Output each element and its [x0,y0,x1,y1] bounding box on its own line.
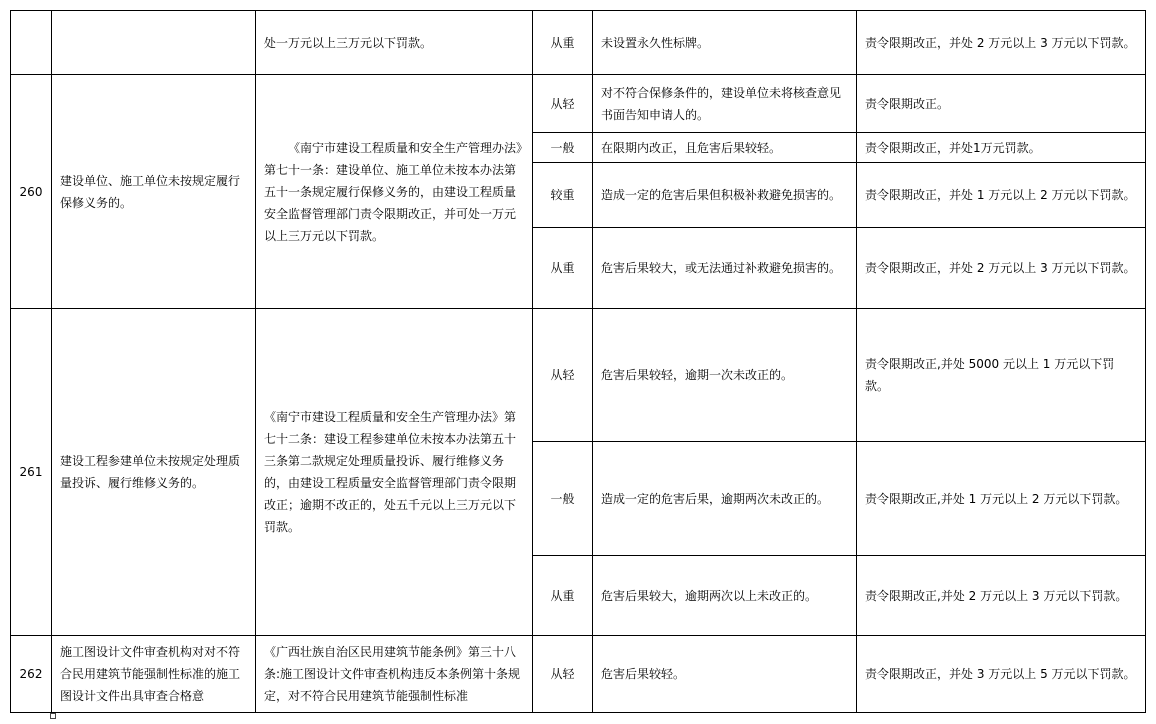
violation-description: 施工图设计文件审查机构对对不符合民用建筑节能强制性标准的施工图设计文件出具审查合格意 [52,636,256,713]
discretion-level: 一般 [533,133,593,163]
circumstance: 危害后果较大，或无法通过补救避免损害的。 [593,228,857,309]
discretion-level: 从重 [533,11,593,75]
circumstance: 未设置永久性标牌。 [593,11,857,75]
circumstance: 在限期内改正，且危害后果较轻。 [593,133,857,163]
penalty-standard: 责令限期改正，并处 2 万元以上 3 万元以下罚款。 [857,11,1146,75]
table-row [11,75,1146,133]
circumstance: 对不符合保修条件的，建设单位未将核查意见书面告知申请人的。 [593,75,857,133]
item-number: 262 [11,636,52,713]
discretion-level: 较重 [533,163,593,228]
item-number [11,11,52,75]
violation-description [52,11,256,75]
discretion-level: 从轻 [533,309,593,442]
penalty-standard: 责令限期改正，并处1万元罚款。 [857,133,1146,163]
penalty-standard: 责令限期改正,并处 1 万元以上 2 万元以下罚款。 [857,442,1146,556]
penalty-standard: 责令限期改正，并处 2 万元以上 3 万元以下罚款。 [857,228,1146,309]
table-row [11,309,1146,442]
discretion-level: 一般 [533,442,593,556]
discretion-level: 从重 [533,228,593,309]
item-number: 260 [11,75,52,309]
penalty-standard: 责令限期改正，并处 1 万元以上 2 万元以下罚款。 [857,163,1146,228]
circumstance: 造成一定的危害后果但积极补救避免损害的。 [593,163,857,228]
circumstance: 危害后果较轻，逾期一次未改正的。 [593,309,857,442]
table-row [11,11,1146,75]
violation-description: 建设工程参建单位未按规定处理质量投诉、履行维修义务的。 [52,309,256,636]
discretion-level: 从重 [533,556,593,636]
penalty-discretion-table [10,10,1146,713]
circumstance: 危害后果较大，逾期两次以上未改正的。 [593,556,857,636]
item-number: 261 [11,309,52,636]
penalty-standard: 责令限期改正。 [857,75,1146,133]
penalty-standard: 责令限期改正,并处 2 万元以上 3 万元以下罚款。 [857,556,1146,636]
paragraph-marker [50,713,56,719]
discretion-level: 从轻 [533,75,593,133]
legal-basis: 《南宁市建设工程质量和安全生产管理办法》第七十一条：建设单位、施工单位未按本办法第五十一条规定履行保修义务的，由建设工程质量安全监督管理部门责令限期改正，并可处一万元以上三万元以下罚款。 [256,75,533,309]
legal-basis: 《南宁市建设工程质量和安全生产管理办法》第七十二条：建设工程参建单位未按本办法第五十三条第二款规定处理质量投诉、履行维修义务的，由建设工程质量安全监督管理部门责令限期改正；逾期不改正的，处五千元以上三万元以下罚款。 [256,309,533,636]
violation-description: 建设单位、施工单位未按规定履行保修义务的。 [52,75,256,309]
legal-basis: 《广西壮族自治区民用建筑节能条例》第三十八条:施工图设计文件审查机构违反本条例第十条规定，对不符合民用建筑节能强制性标准 [256,636,533,713]
legal-basis: 处一万元以上三万元以下罚款。 [256,11,533,75]
circumstance: 造成一定的危害后果，逾期两次未改正的。 [593,442,857,556]
discretion-level: 从轻 [533,636,593,713]
table-row [11,636,1146,713]
penalty-standard: 责令限期改正,并处 5000 元以上 1 万元以下罚款。 [857,309,1146,442]
penalty-standard: 责令限期改正，并处 3 万元以上 5 万元以下罚款。 [857,636,1146,713]
circumstance: 危害后果较轻。 [593,636,857,713]
